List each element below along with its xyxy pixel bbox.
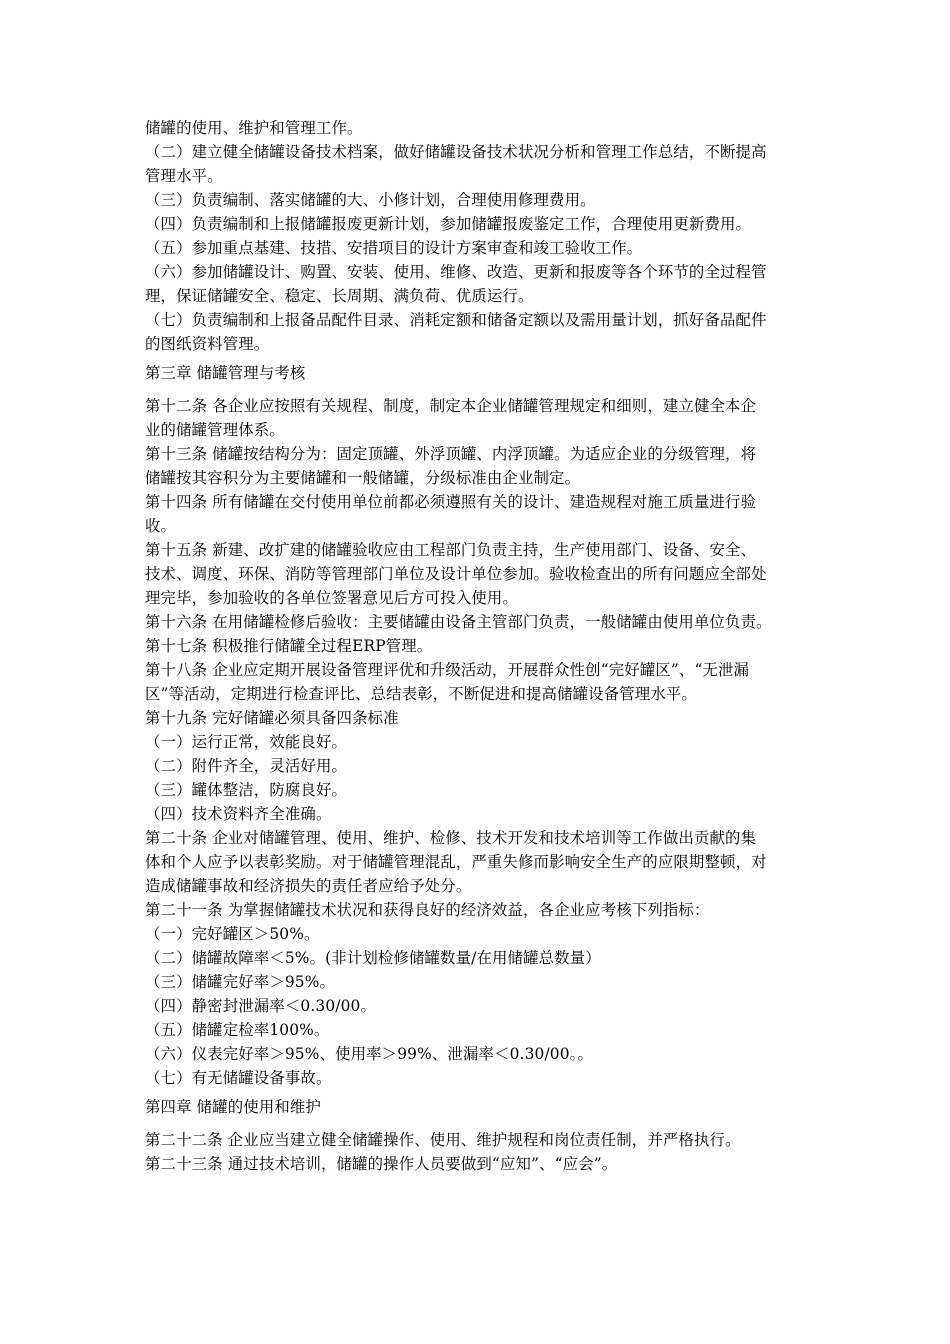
- text-line: 第十九条 完好储罐必须具备四条标准: [145, 709, 399, 727]
- text-line: （四）负责编制和上报储罐报废更新计划，参加储罐报废鉴定工作，合理使用更新费用。: [145, 215, 752, 233]
- text-line: 管理水平。: [145, 167, 223, 185]
- paragraph: [145, 188, 813, 212]
- text-line: （七）负责编制和上报备品配件目录、消耗定额和储备定额以及需用量计划，抓好备品配件: [145, 311, 767, 329]
- text-line: 第十八条 企业应定期开展设备管理评优和升级活动，开展群众性创“完好罐区”、“无泄漏: [145, 661, 750, 679]
- paragraph: [145, 946, 813, 970]
- paragraph: [145, 538, 813, 610]
- paragraph: [145, 1152, 813, 1176]
- paragraph: [145, 754, 813, 778]
- paragraph: [145, 1128, 813, 1152]
- text-line: （一）运行正常，效能良好。: [145, 733, 348, 751]
- paragraph: [145, 610, 813, 634]
- text-line: （二）建立健全储罐设备技术档案，做好储罐设备技术状况分析和管理工作总结，不断提高: [145, 143, 767, 161]
- text-line: 第十六条 在用储罐检修后验收：主要储罐由设备主管部门负责，一般储罐由使用单位负责。: [145, 613, 772, 631]
- text-line: 区”等活动，定期进行检查评比、总结表彰，不断促进和提高储罐设备管理水平。: [145, 685, 697, 703]
- text-line: 业的储罐管理体系。: [145, 421, 285, 439]
- paragraph: [145, 730, 813, 754]
- paragraph: [145, 1018, 813, 1042]
- text-line: （五）参加重点基建、技措、安措项目的设计方案审查和竣工验收工作。: [145, 239, 643, 257]
- paragraph: [145, 394, 813, 442]
- paragraph: [145, 706, 813, 730]
- text-line: （三）罐体整洁，防腐良好。: [145, 781, 348, 799]
- chapter-heading: [145, 361, 813, 385]
- paragraph: [145, 634, 813, 658]
- text-line: 理完毕，参加验收的各单位签署意见后方可投入使用。: [145, 589, 518, 607]
- paragraph: [145, 1042, 813, 1066]
- text-line: （三）负责编制、落实储罐的大、小修计划，合理使用修理费用。: [145, 191, 596, 209]
- paragraph: [145, 826, 813, 898]
- paragraph: [145, 442, 813, 490]
- paragraph: [145, 490, 813, 538]
- chapter-heading: [145, 1095, 813, 1119]
- paragraph: [145, 994, 813, 1018]
- text-line: （七）有无储罐设备事故。: [145, 1069, 332, 1087]
- text-line: 第三章 储罐管理与考核: [145, 364, 306, 382]
- paragraph: [145, 898, 813, 922]
- paragraph: [145, 802, 813, 826]
- text-line: 第十七条 积极推行储罐全过程ERP管理。: [145, 637, 433, 655]
- text-line: 造成储罐事故和经济损失的责任者应给予处分。: [145, 877, 472, 895]
- text-line: 第十三条 储罐按结构分为：固定顶罐、外浮顶罐、内浮顶罐。为适应企业的分级管理，将: [145, 445, 757, 463]
- text-line: （二）储罐故障率＜5%。(非计划检修储罐数量/在用储罐总数量）: [145, 949, 601, 967]
- text-line: 收。: [145, 517, 177, 535]
- paragraph: [145, 970, 813, 994]
- paragraph: [145, 1066, 813, 1090]
- paragraph: [145, 260, 813, 308]
- text-line: 第二十一条 为掌握储罐技术状况和获得良好的经济效益，各企业应考核下列指标：: [145, 901, 710, 919]
- text-line: （一）完好罐区＞50%。: [145, 925, 320, 943]
- text-line: （四）静密封泄漏率＜0.30/00。: [145, 997, 377, 1015]
- text-line: 第十四条 所有储罐在交付使用单位前都必须遵照有关的设计、建造规程对施工质量进行验: [145, 493, 757, 511]
- text-line: （六）参加储罐设计、购置、安装、使用、维修、改造、更新和报废等各个环节的全过程管: [145, 263, 767, 281]
- text-line: 体和个人应予以表彰奖励。对于储罐管理混乱，严重失修而影响安全生产的应限期整顿，对: [145, 853, 767, 871]
- text-line: 的图纸资料管理。: [145, 335, 270, 353]
- text-line: 第十五条 新建、改扩建的储罐验收应由工程部门负责主持，生产使用部门、设备、安全、: [145, 541, 757, 559]
- text-line: （六）仪表完好率＞95%、使用率＞99%、泄漏率＜0.30/00。。: [145, 1045, 594, 1063]
- text-line: 第二十三条 通过技术培训，储罐的操作人员要做到“应知”、“应会”。: [145, 1155, 618, 1173]
- text-line: （四）技术资料齐全准确。: [145, 805, 332, 823]
- paragraph: [145, 308, 813, 356]
- paragraph: [145, 658, 813, 706]
- text-line: 技术、调度、环保、消防等管理部门单位及设计单位参加。验收检查出的所有问题应全部处: [145, 565, 767, 583]
- text-line: （三）储罐完好率＞95%。: [145, 973, 336, 991]
- paragraph: [145, 236, 813, 260]
- text-line: 第二十条 企业对储罐管理、使用、维护、检修、技术开发和技术培训等工作做出贡献的集: [145, 829, 757, 847]
- paragraph: [145, 922, 813, 946]
- document-page: [145, 116, 813, 1176]
- text-line: 储罐的使用、维护和管理工作。: [145, 119, 363, 137]
- text-line: （五）储罐定检率100%。: [145, 1021, 330, 1039]
- text-line: （二）附件齐全，灵活好用。: [145, 757, 348, 775]
- text-line: 储罐按其容积分为主要储罐和一般储罐，分级标准由企业制定。: [145, 469, 581, 487]
- text-line: 第四章 储罐的使用和维护: [145, 1098, 321, 1116]
- paragraph: [145, 212, 813, 236]
- text-line: 理，保证储罐安全、稳定、长周期、满负荷、优质运行。: [145, 287, 534, 305]
- text-line: 第十二条 各企业应按照有关规程、制度，制定本企业储罐管理规定和细则，建立健全本企: [145, 397, 757, 415]
- paragraph: [145, 116, 813, 140]
- paragraph: [145, 140, 813, 188]
- text-line: 第二十二条 企业应当建立健全储罐操作、使用、维护规程和岗位责任制，并严格执行。: [145, 1131, 741, 1149]
- paragraph: [145, 778, 813, 802]
